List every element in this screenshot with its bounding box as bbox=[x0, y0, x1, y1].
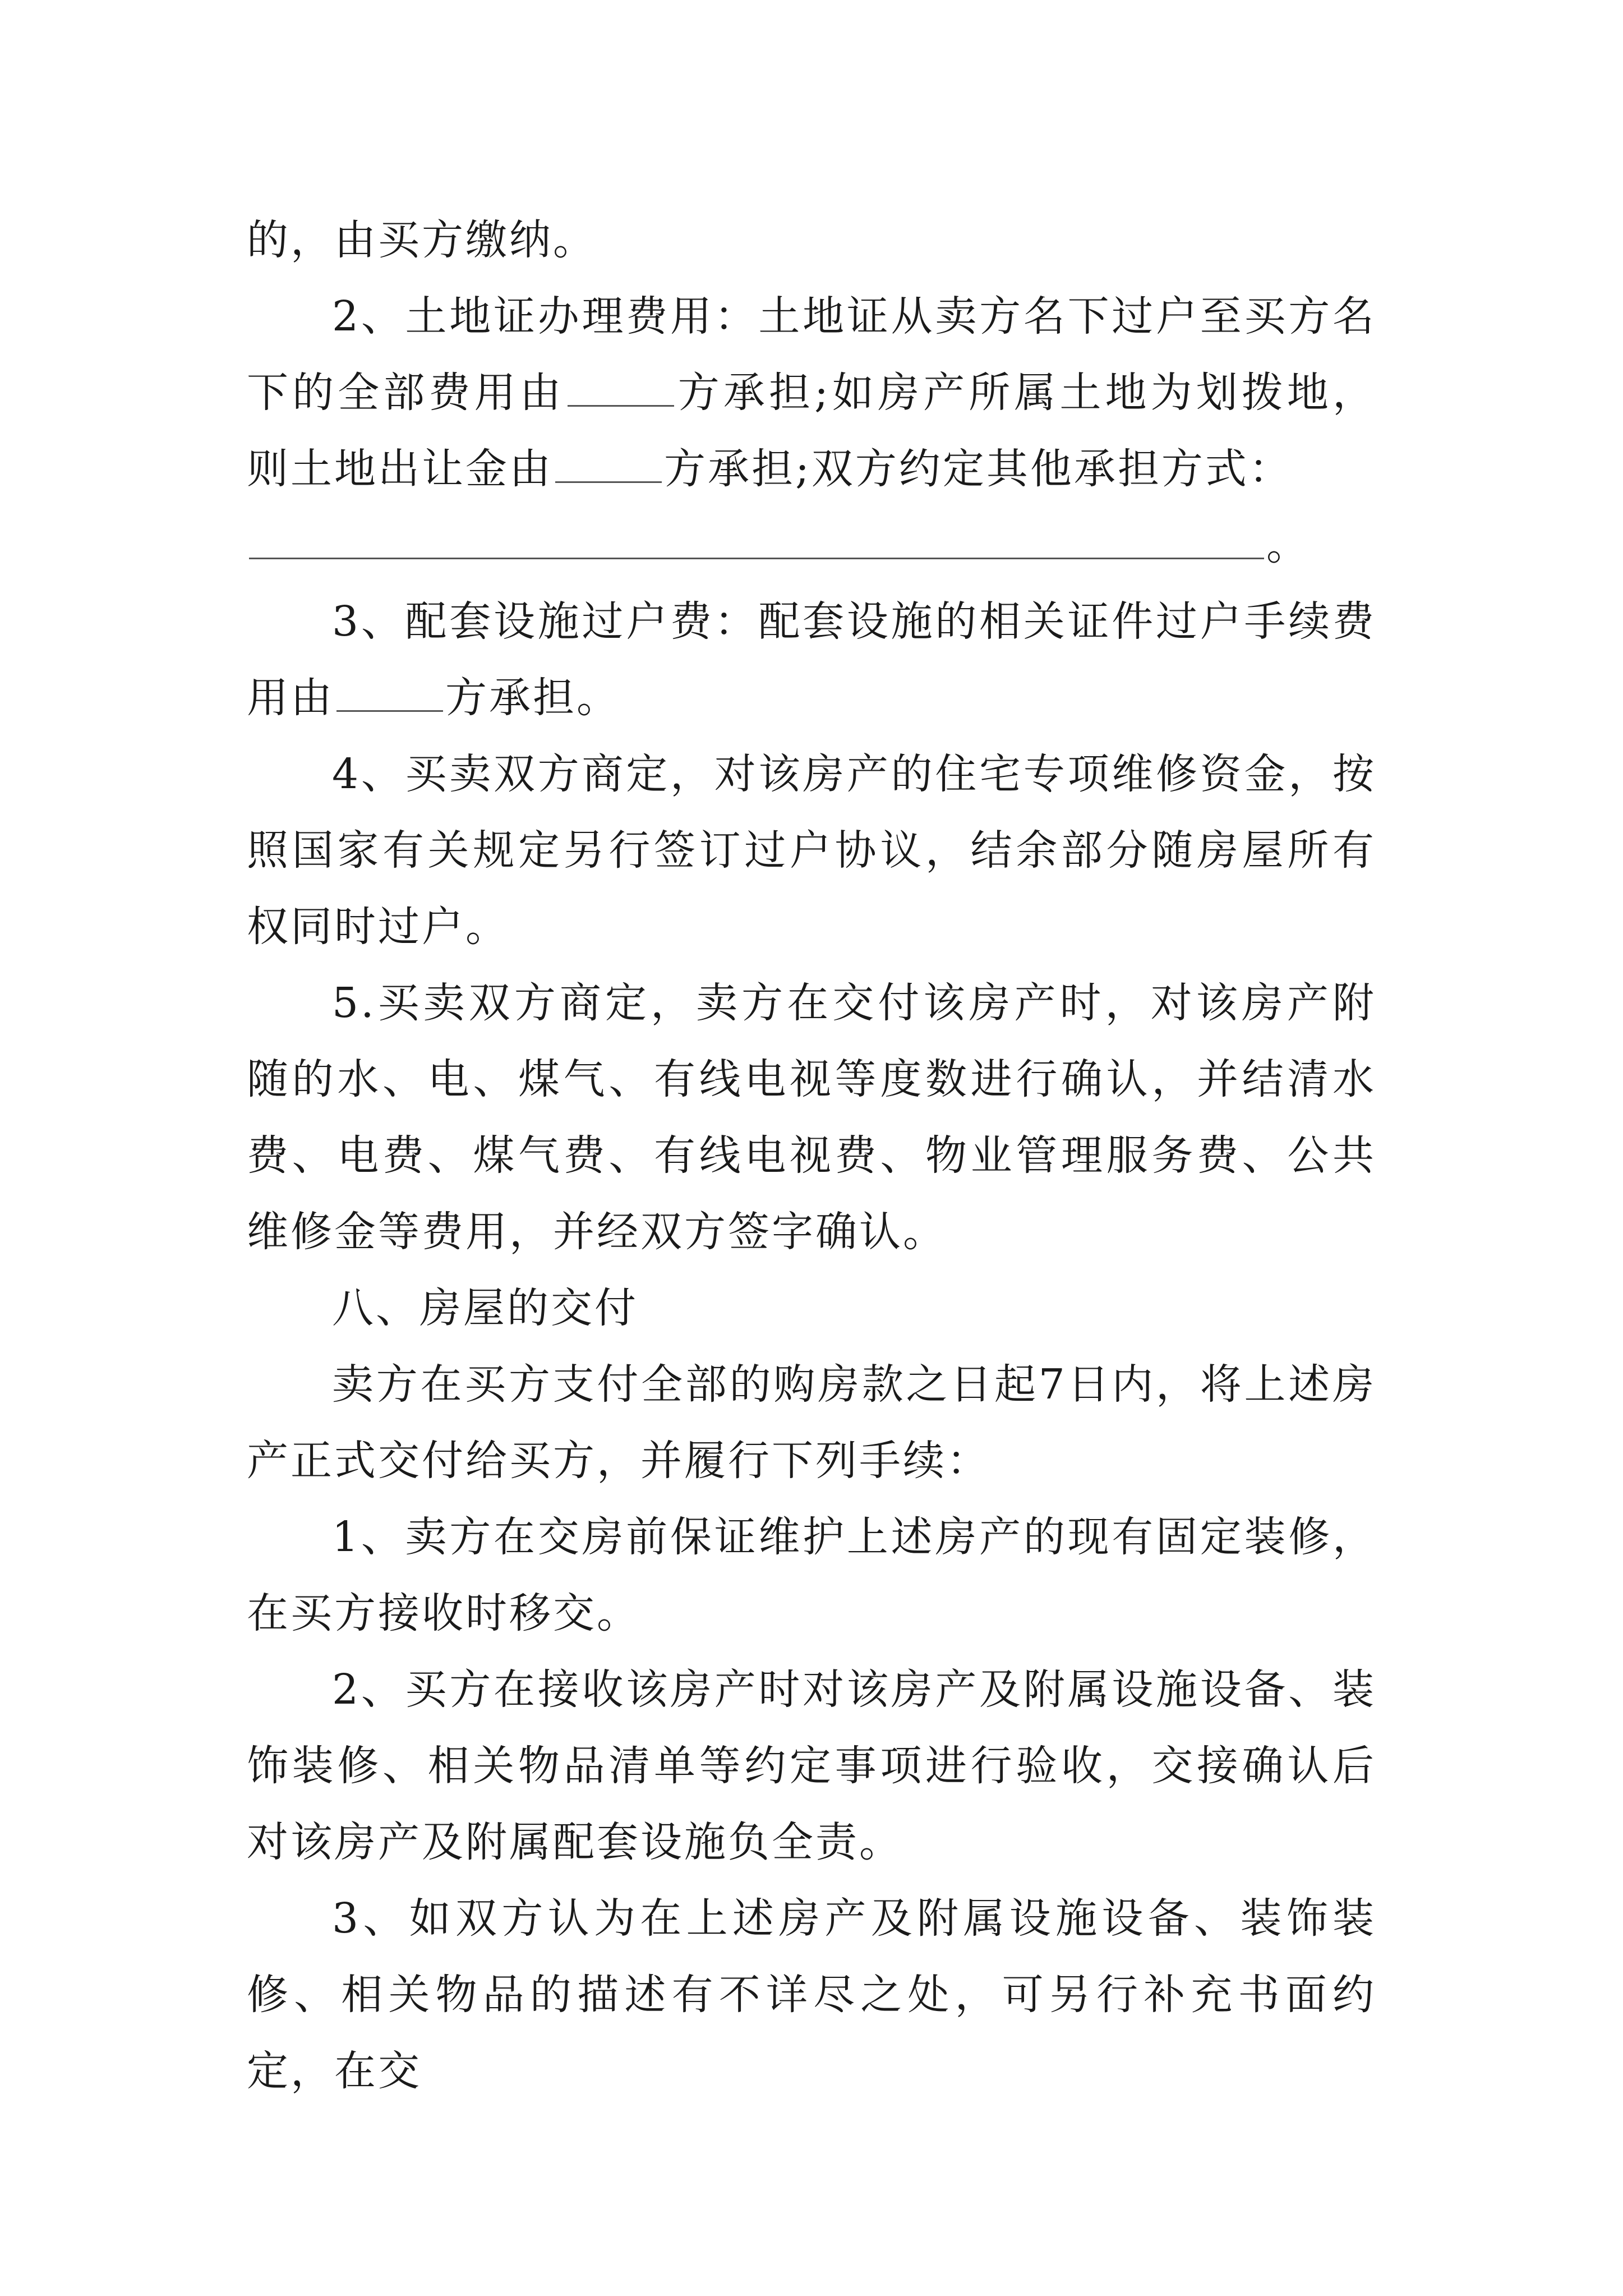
clause-text: 方承担。 bbox=[445, 674, 620, 722]
paragraph-delivery-terms: 卖方在买方支付全部的购房款之日起7日内，将上述房产正式交付给买方，并履行下列手续： bbox=[247, 1360, 1376, 1485]
clause-text: 方承担;如房产所属土地为划拨地，则土地出让金由 bbox=[247, 369, 1377, 493]
clause-delivery-1: 1、卖方在交房前保证维护上述房产的现有固定装修，在买方接收时移交。 bbox=[247, 1513, 1376, 1637]
clause-land-certificate-fee bbox=[247, 278, 1376, 507]
fill-line-other-method bbox=[247, 507, 1376, 583]
fill-blank-party[interactable] bbox=[568, 372, 674, 407]
line-end-mark: 。 bbox=[1266, 521, 1310, 569]
clause-maintenance-fund: 4、买卖双方商定，对该房产的住宅专项维修资金，按照国家有关规定另行签订过户协议，结余部分随房屋所有权同时过户。 bbox=[247, 750, 1376, 951]
fill-blank-party[interactable] bbox=[555, 449, 662, 483]
fill-blank-long[interactable] bbox=[249, 525, 1264, 559]
clause-delivery-3: 3、如双方认为在上述房产及附属设施设备、装饰装修、相关物品的描述有不详尽之处，可另行补充书面约定，在交 bbox=[247, 1894, 1376, 2095]
clause-facility-transfer-fee bbox=[247, 583, 1376, 736]
clause-delivery-2: 2、买方在接收该房产时对该房产及附属设施设备、装饰装修、相关物品清单等约定事项进行验收，交接确认后对该房产及附属配套设施负全责。 bbox=[247, 1665, 1376, 1866]
document-body bbox=[247, 202, 1376, 2109]
clause-text: 3、配套设施过户费：配套设施的相关证件过户手续费用由 bbox=[247, 597, 1376, 722]
paragraph-continuation: 的，由买方缴纳。 bbox=[247, 216, 597, 264]
clause-text: 2、土地证办理费用：土地证从卖方名下过户至买方名下的全部费用由 bbox=[247, 292, 1376, 417]
fill-blank-party[interactable] bbox=[336, 678, 443, 712]
clause-utility-settlement: 5.买卖双方商定，卖方在交付该房产时，对该房产附随的水、电、煤气、有线电视等度数进行确认，并结清水费、电费、煤气费、有线电视费、物业管理服务费、公共维修金等费用，并经双方签字确认。 bbox=[247, 979, 1376, 1256]
clause-text: 方承担;双方约定其他承担方式： bbox=[664, 445, 1293, 493]
section-heading-delivery: 八、房屋的交付 bbox=[332, 1284, 638, 1332]
